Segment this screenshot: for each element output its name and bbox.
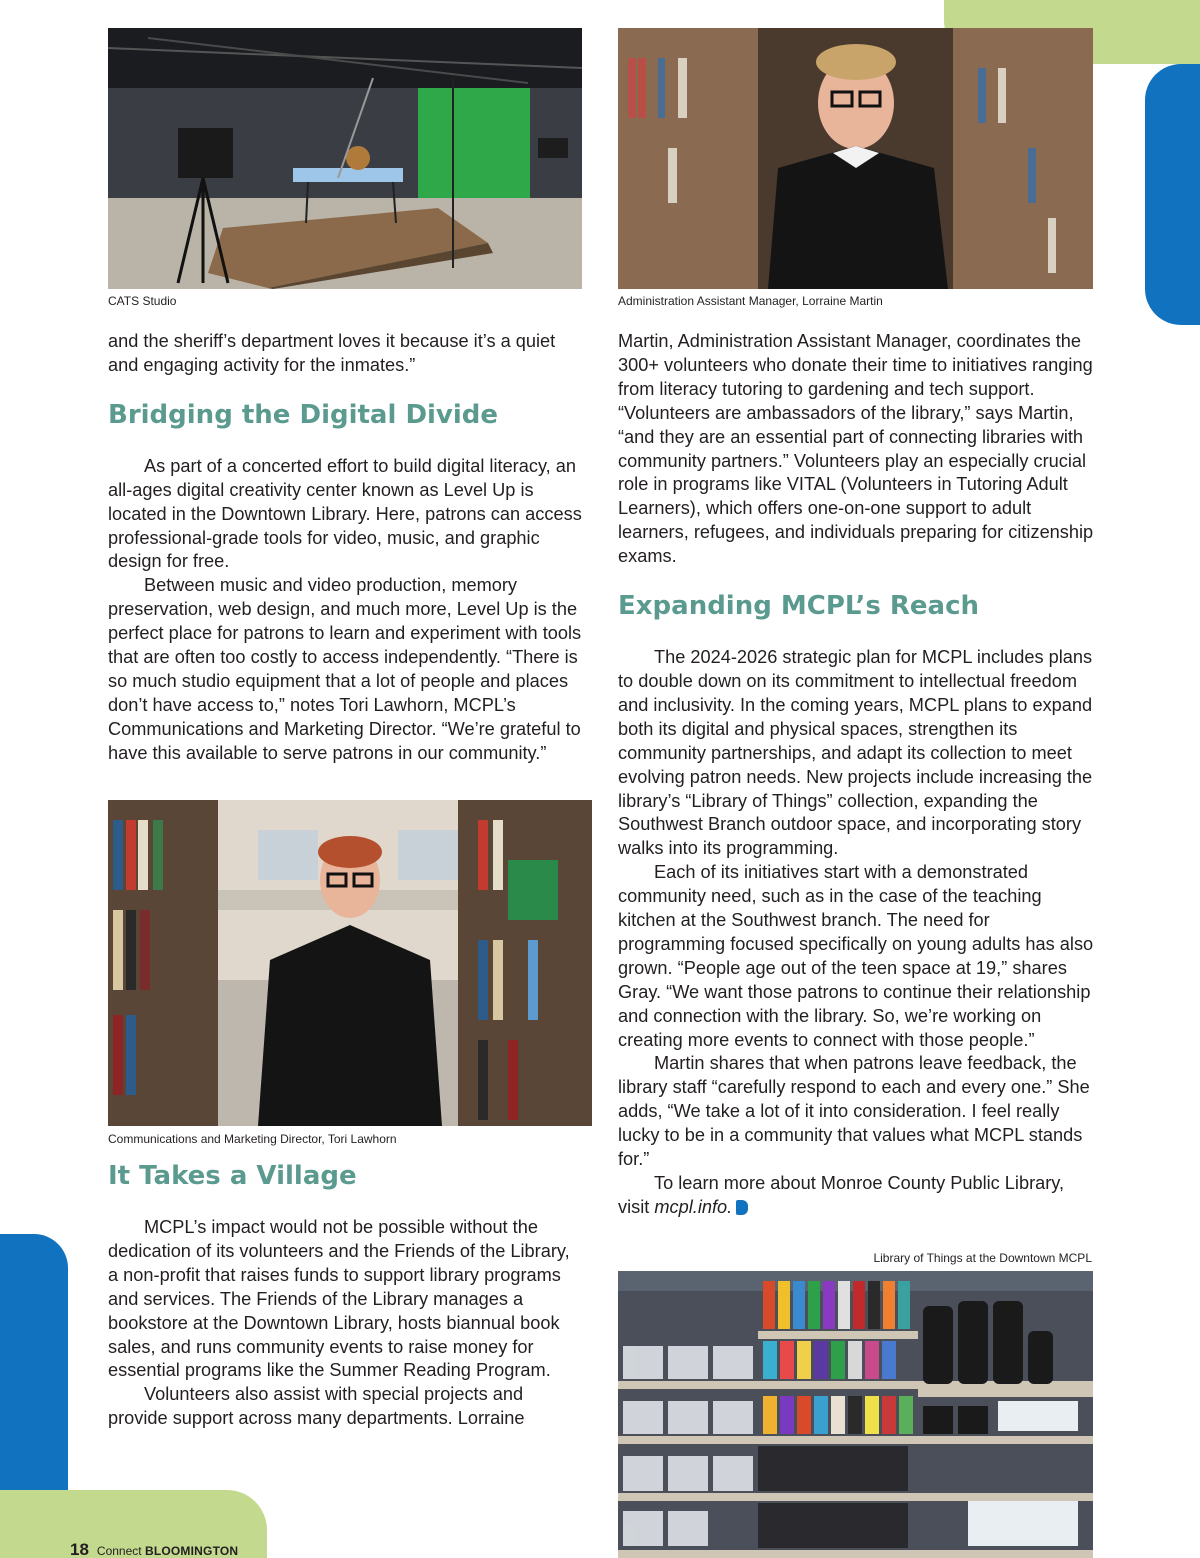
heading-bridging-digital-divide: Bridging the Digital Divide: [108, 399, 499, 430]
end-mark-icon: [736, 1200, 748, 1215]
paragraph-initiatives: Each of its initiatives start with a demonstrated community need, such as in the case of the teaching kitchen at the Southwest branch. The need for programming focused specifically on young adults has also grown. “People age out of the teen space at 19,” shares Gray. “We want those patrons to continue their relationship and connection with the library. So, we’re working on creating more events to connect with those people.”: [618, 862, 1094, 1050]
right-column: [618, 330, 1098, 1220]
tori-lawhorn-photo: [108, 800, 592, 1126]
paragraph-level-up-intro: As part of a concerted effort to build digital literacy, an all-ages digital creativity center known as Level Up is located in the Downtown Library. Here, patrons can access professional-grade tools for video, music, and graphic design for free.: [108, 455, 582, 572]
page-number: 18: [70, 1540, 89, 1558]
cats-studio-photo: [108, 28, 582, 289]
publication-name: [97, 1544, 238, 1558]
left-column: [108, 330, 584, 766]
publication-title: BLOOMINGTON: [144, 1544, 239, 1558]
heading-expanding-reach: Expanding MCPL’s Reach: [618, 591, 980, 622]
library-of-things-caption: Library of Things at the Downtown MCPL: [873, 1251, 1092, 1265]
publication-prefix: Connect: [96, 1544, 142, 1558]
paragraph-volunteers: Volunteers also assist with special projects and provide support across many departments. Lorraine: [108, 1384, 525, 1429]
right-blue-tab: [1145, 64, 1200, 325]
lorraine-martin-caption: Administration Assistant Manager, Lorraine Martin: [618, 294, 883, 308]
paragraph-martin-volunteers: Martin, Administration Assistant Manager, coordinates the 300+ volunteers who donate their time to initiatives ranging from literacy tutoring to gardening and tech support. “Volunteers are ambassadors of the library,” says Martin, “and they are an essential part of connecting libraries with community partners.” Volunteers play an especially crucial role in programs like VITAL (Volunteers in Tutoring Adult Learners), which offers one-on-one support to adult learners, refugees, and individuals preparing for citizenship exams.: [618, 331, 1094, 567]
lorraine-martin-photo: [618, 28, 1093, 289]
tori-lawhorn-caption: Communications and Marketing Director, Tori Lawhorn: [108, 1132, 397, 1146]
paragraph-learn-more: [618, 1172, 1098, 1220]
cats-studio-caption: CATS Studio: [108, 294, 177, 308]
paragraph-strategic-plan: The 2024-2026 strategic plan for MCPL includes plans to double down on its commitment to intellectual freedom and inclusivity. In the coming years, MCPL plans to expand both its digital and physical spaces, strengthen its community partnerships, and adapt its collection to meet evolving patron needs. New projects include increasing the library’s “Library of Things” collection, expanding the Southwest Branch outdoor space, and incorporating story walks into its programming.: [618, 647, 1093, 859]
mcpl-website-link[interactable]: mcpl.info.: [654, 1196, 733, 1217]
intro-paragraph: and the sheriff’s department loves it because it’s a quiet and engaging activity for the inmates.”: [108, 331, 556, 375]
paragraph-level-up-details: Between music and video production, memory preservation, web design, and much more, Level Up is the perfect place for patrons to learn and experiment with tools that are often too costly to access independently. “There is so much studio equipment that a lot of people and places don’t have access to,” notes Tori Lawhorn, MCPL’s Communications and Marketing Director. “We’re grateful to have this available to serve patrons in our community.”: [108, 575, 582, 763]
left-column-lower: [108, 1160, 584, 1431]
paragraph-feedback: Martin shares that when patrons leave feedback, the library staff “carefully respond to each and every one.” She adds, “We take a lot of it into consideration. I feel really lucky to be in a community that values what MCPL stands for.”: [618, 1053, 1090, 1170]
page-footer: [70, 1540, 238, 1558]
paragraph-friends-of-library: MCPL’s impact would not be possible without the dedication of its volunteers and the Friends of the Library, a non-profit that raises funds to support library programs and services. The Friends of the Library manages a bookstore at the Downtown Library, hosts biannual book sales, and runs community events to raise money for essential programs like the Summer Reading Program.: [108, 1217, 570, 1381]
library-of-things-photo: [618, 1271, 1093, 1558]
learn-more-text: To learn more about Monroe County Public Library, visit: [618, 1173, 1065, 1217]
heading-it-takes-a-village: It Takes a Village: [108, 1161, 357, 1191]
